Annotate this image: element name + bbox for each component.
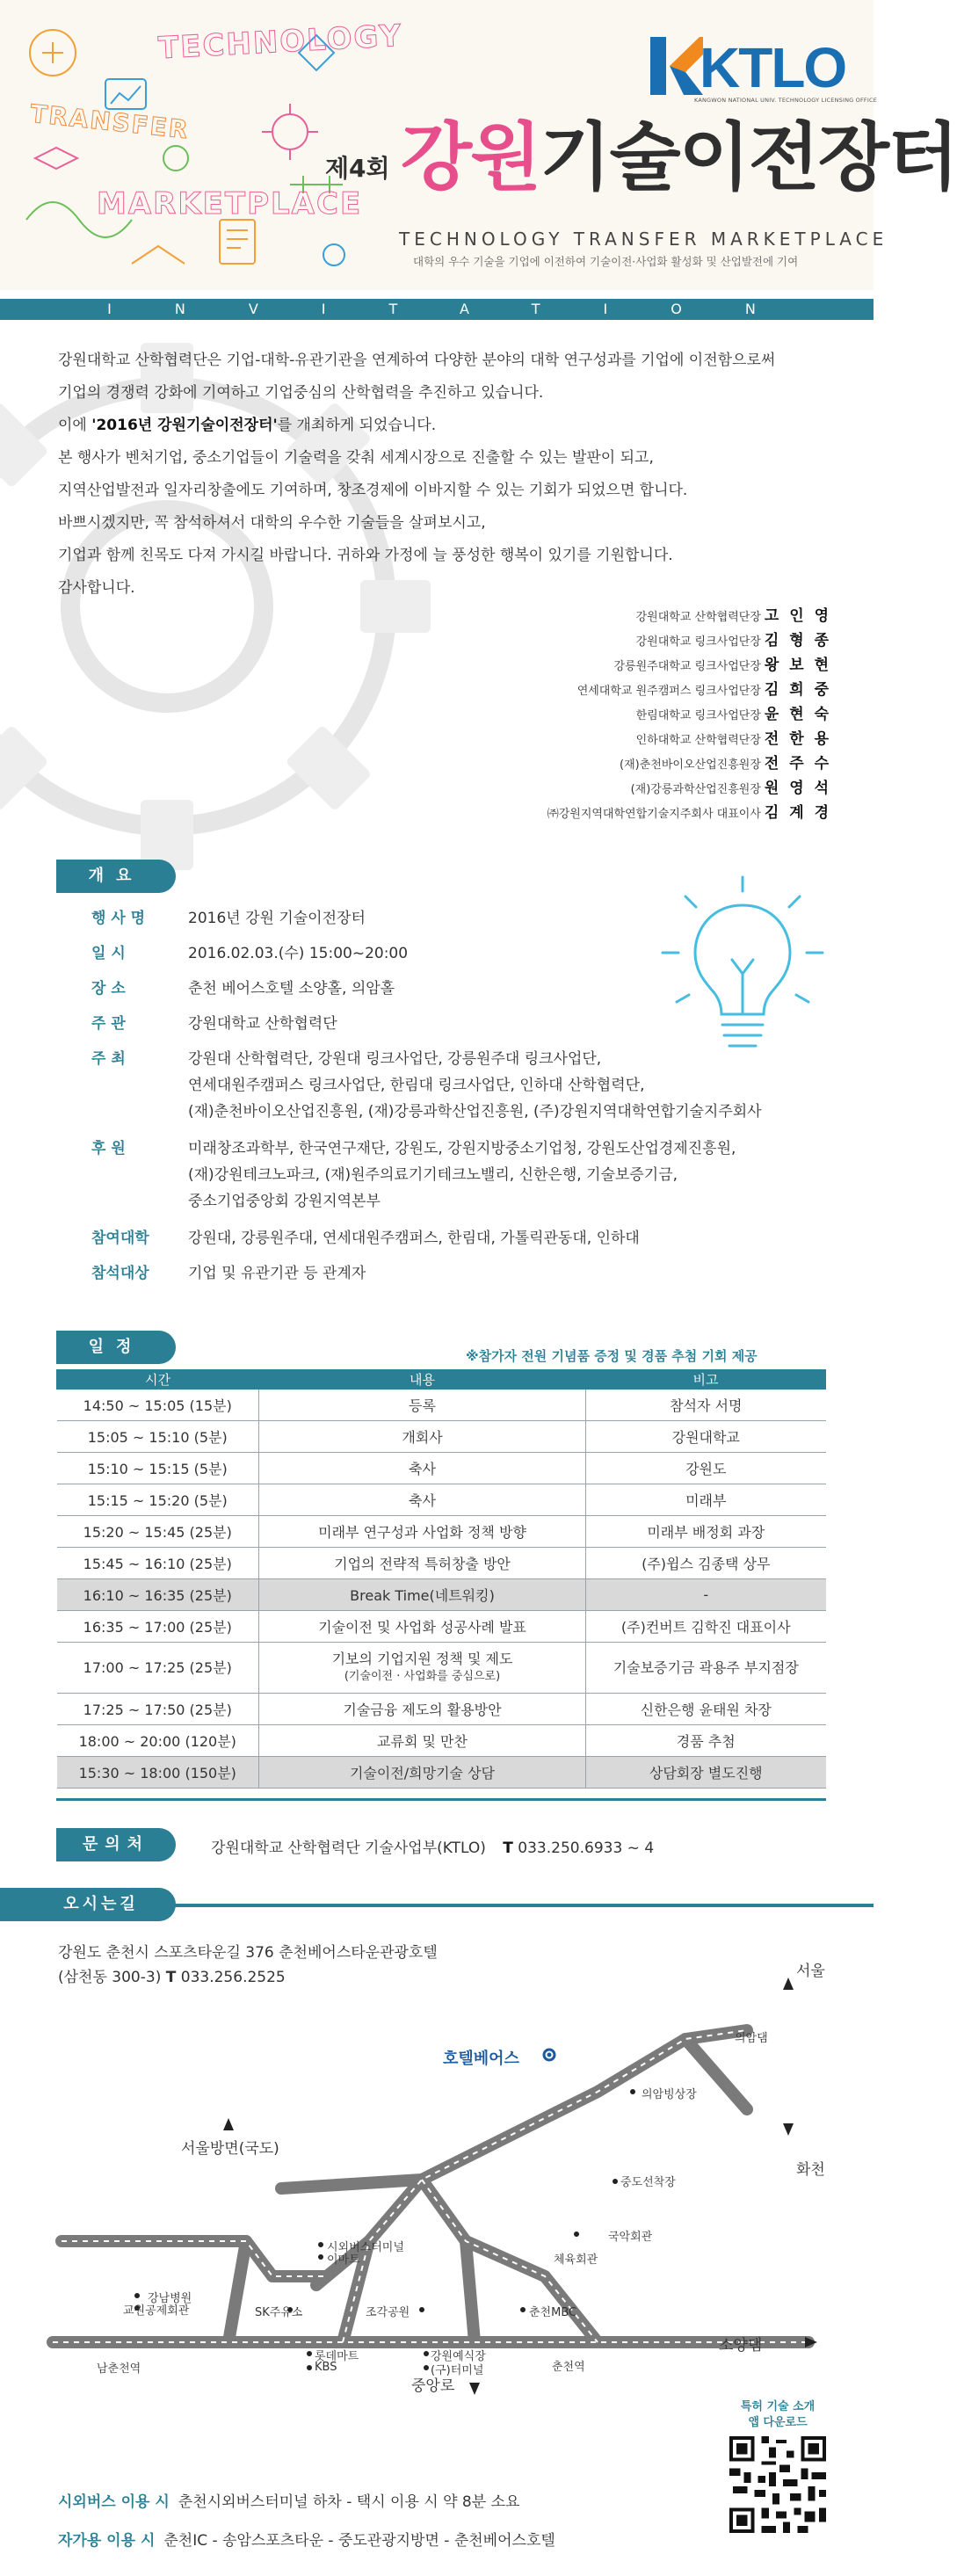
map-label-emart: 이마트 (327, 2253, 360, 2267)
page-title (401, 98, 957, 205)
intro-line: 바쁘시겠지만, 꼭 참석하셔서 대학의 우수한 기술들을 살펴보시고, (58, 514, 486, 532)
intro-event-line: 이에 '2016년 강원기술이전장터'를 개최하게 되었습니다. (58, 417, 437, 434)
edition-number: 제4회 (325, 154, 390, 183)
section-overview-title: 개요 (56, 860, 176, 893)
schedule-row: 15:15 ~ 15:20 (5분) 축사 미래부 (57, 1484, 826, 1516)
map-label-chuncheon-station: 춘천역 (552, 2361, 585, 2374)
schedule-bottom-rule (56, 1798, 826, 1801)
intro-line: 본 행사가 벤처기업, 중소기업들이 기술력을 갖춰 세계시장으로 진출할 수 있는 발판이 되고, (58, 449, 654, 467)
overview-label: 주 관 (91, 1015, 126, 1033)
ktlo-logo (650, 35, 877, 104)
overview-list (91, 905, 830, 1287)
map-label-gugak: 국악회관 (608, 2231, 653, 2244)
intro-line: 기업과 함께 친목도 다져 가시길 바랍니다. 귀하와 가정에 늘 풍성한 행복이 있기를 기원합니다. (58, 547, 673, 564)
map-label-namchuncheon: 남춘천역 (97, 2362, 141, 2376)
overview-label: 장 소 (91, 980, 126, 998)
doodle-word-technology: TECHNOLOGY (157, 18, 404, 67)
schedule-header-note: 비고 (586, 1370, 826, 1390)
schedule-row: 15:05 ~ 15:10 (5분) 개회사 강원대학교 (57, 1421, 826, 1453)
intro-line: 감사합니다. (58, 579, 135, 597)
invitation-letter (58, 345, 831, 605)
schedule-row-break: 16:10 ~ 16:35 (25분) Break Time(네트워킹) - (57, 1579, 826, 1611)
schedule-header-content: 내용 (259, 1370, 586, 1390)
signer-row: 연세대학교 원주캠퍼스 링크사업단장 김 희 중 (576, 681, 831, 699)
schedule-header-time: 시간 (57, 1370, 259, 1390)
map-label-gangnam-hospital: 강남병원 (148, 2292, 192, 2305)
map-label-seoul: 서울 (796, 1963, 825, 1980)
schedule-row: 14:50 ~ 15:05 (15분) 등록 참석자 서명 (57, 1390, 826, 1421)
schedule-header-row (57, 1370, 826, 1390)
signer-row: (재)춘천바이오산업진흥원장 전 주 수 (620, 755, 831, 773)
map-label-gangwon-hall: 강원예식장 (431, 2350, 486, 2363)
subtitle-korean: 대학의 우수 기술을 기업에 이전하여 기술이전·사업화 활성화 및 산업발전에 기여 (413, 255, 799, 268)
overview-label: 참여대학 (91, 1230, 149, 1247)
signer-row: 강릉원주대학교 링크사업단장 왕 보 현 (613, 657, 831, 674)
map-label-uiamdam: 의암댐 (735, 2032, 768, 2045)
map-label-uiam-stadium: 의암빙상장 (642, 2088, 697, 2101)
invitation-bar: INVITATION (0, 299, 874, 320)
schedule-row: 16:35 ~ 17:00 (25분) 기술이전 및 사업화 성공사례 발표 (주)컨버트 김학진 대표이사 (57, 1611, 826, 1643)
schedule-row: 15:45 ~ 16:10 (25분) 기업의 전략적 특허창출 방안 (주)윕스 김종택 상무 (57, 1548, 826, 1579)
overview-row: 주 관 강원대학교 산학협력단 (91, 1011, 830, 1037)
section-schedule-title: 일정 (56, 1331, 176, 1364)
overview-row: 장 소 춘천 베어스호텔 소양홀, 의암홀 (91, 976, 830, 1002)
overview-label: 일 시 (91, 945, 126, 962)
intro-line: 기업의 경쟁력 강화에 기여하고 기업중심의 산학협력을 추진하고 있습니다. (58, 384, 544, 402)
overview-label: 행 사 명 (91, 910, 146, 927)
signer-row: 강원대학교 산학협력단장 고 인 영 (635, 607, 831, 625)
overview-row: 행 사 명 2016년 강원 기술이전장터 (91, 905, 830, 932)
map-label-sk-gas: SK주유소 (255, 2306, 303, 2319)
ktlo-mark-icon (650, 37, 703, 95)
title-rest: 기술이전장터 (540, 114, 957, 200)
overview-row: 일 시 2016.02.03.(수) 15:00~20:00 (91, 940, 830, 967)
overview-row: 참여대학 강원대, 강릉원주대, 연세대원주캠퍼스, 한림대, 가톨릭관동대, 인하대 (91, 1225, 830, 1252)
schedule-table (56, 1369, 826, 1789)
signer-row: 강원대학교 링크사업단장 김 형 종 (635, 632, 831, 649)
section-contact-title: 문의처 (56, 1828, 176, 1861)
signers-list (547, 605, 831, 826)
car-directions: 자가용 이용 시 춘천IC - 송암스포츠타운 - 중도관광지방면 - 춘천베어스호텔 (58, 2532, 555, 2550)
map-label-hwacheon: 화천 (796, 2161, 825, 2179)
overview-row: 주 최 강원대 산학협력단, 강원대 링크사업단, 강릉원주대 링크사업단, 연세대원주캠퍼스 링크사업단, 한림대 링크사업단, 인하대 산학협력단, (재)춘천바이오산업진흥원, (재)강릉과학산업진흥원, (주)강원지역대학연합기술지주회사 (91, 1046, 830, 1125)
doodle-word-transfer: TRANSFER (28, 98, 191, 145)
map-label-bus-terminal: 시외버스터미널 (327, 2241, 404, 2254)
section-directions-title: 오시는길 (0, 1888, 176, 1921)
map-label-jungdo: 중도선착장 (620, 2176, 676, 2189)
signer-row: (재)강릉과학산업진흥원장 원 영 석 (630, 780, 831, 797)
schedule-row: 18:00 ~ 20:00 (120분) 교류회 및 만찬 경품 추첨 (57, 1725, 826, 1757)
title-highlight: 강원 (401, 114, 540, 200)
contact-info: 강원대학교 산학협력단 기술사업부(KTLO) T 033.250.6933 ~ 4 (211, 1839, 655, 1857)
intro-line: 지역산업발전과 일자리창출에도 기여하며, 창조경제에 이바지할 수 있는 기회가 되었으면 합니다. (58, 482, 688, 499)
schedule-row: 15:10 ~ 15:15 (5분) 축사 강원도 (57, 1453, 826, 1484)
qr-title: 특허 기술 소개 앱 다운로드 (740, 2400, 816, 2429)
overview-label: 참석대상 (91, 1265, 149, 1282)
doodle-word-marketplace: MARKETPLACE (97, 186, 363, 221)
schedule-row: 17:00 ~ 17:25 (25분) 기보의 기업지원 정책 및 제도 (기술이전 · 사업화를 중심으로) 기술보증기금 곽용주 부지점장 (57, 1643, 826, 1694)
address-line-2: (삼천동 300-3) T 033.256.2525 (58, 1969, 286, 1986)
schedule-row: 17:25 ~ 17:50 (25분) 기술금융 제도의 활용방안 신한은행 윤태원 차장 (57, 1694, 826, 1725)
map-label-jungang-ro: 중앙로 (411, 2377, 455, 2395)
map-label-seoul-direction: 서울방면(국도) (181, 2140, 279, 2158)
map-label-soyangdam: 소양댐 (719, 2337, 763, 2355)
overview-row: 후 원 미래창조과학부, 한국연구재단, 강원도, 강원지방중소기업청, 강원도산업경제진흥원, (재)강원테크노파크, (재)원주의료기기테크노밸리, 신한은행, 기술보증기금, 중소기업중앙회 강원지역본부 (91, 1136, 830, 1215)
address-line: 강원도 춘천시 스포츠타운길 376 춘천베어스타운관광호텔 (58, 1944, 438, 1962)
qr-code-icon[interactable] (726, 2433, 830, 2536)
map-label-lotte-mart: 롯데마트 (315, 2350, 359, 2363)
overview-label: 주 최 (91, 1050, 126, 1068)
overview-label: 후 원 (91, 1140, 126, 1157)
map-label-chuncheon-mbc: 춘천MBC (529, 2306, 577, 2319)
bus-directions: 시외버스 이용 시 춘천시외버스터미널 하차 - 택시 이용 시 약 8분 소요 (58, 2493, 520, 2511)
subtitle-english: TECHNOLOGY TRANSFER MARKETPLACE (399, 229, 888, 250)
map-label-kbs: KBS (315, 2361, 337, 2374)
signer-row: ㈜강원지역대학연합기술지주회사 대표이사 김 계 경 (547, 804, 831, 822)
map-label-old-terminal: (구)터미널 (431, 2364, 484, 2377)
logo-text: KTLO (700, 36, 846, 99)
map-label-hotel: 호텔베어스 (443, 2050, 519, 2068)
schedule-row-consulting: 15:30 ~ 18:00 (150분) 기술이전/희망기술 상담 상담회장 별도진행 (57, 1757, 826, 1789)
schedule-note: ※참가자 전원 기념품 증정 및 경품 추첨 기회 제공 (466, 1348, 758, 1364)
overview-row: 참석대상 기업 및 유관기관 등 관계자 (91, 1260, 830, 1287)
header-banner (0, 0, 957, 290)
signer-row: 인하대학교 산학협력단장 전 한 용 (635, 730, 831, 748)
map-label-sports-hall: 체육회관 (554, 2253, 598, 2267)
schedule-row: 15:20 ~ 15:45 (25분) 미래부 연구성과 사업화 정책 방향 미래부 배정회 과장 (57, 1516, 826, 1548)
signer-row: 한림대학교 링크사업단장 윤 현 숙 (635, 706, 831, 723)
map-label-jogak-park: 조각공원 (366, 2306, 410, 2319)
event-name: '2016년 강원기술이전장터' (91, 417, 278, 434)
logo-subtext: KANGWON NATIONAL UNIV. TECHNOLOGY LICENSING OFFICE (694, 97, 877, 104)
map-label-education-hall: 교원공제회관 (123, 2304, 190, 2318)
intro-line: 강원대학교 산학협력단은 기업-대학-유관기관을 연계하여 다양한 분야의 대학 연구성과를 기업에 이전함으로써 (58, 352, 776, 369)
